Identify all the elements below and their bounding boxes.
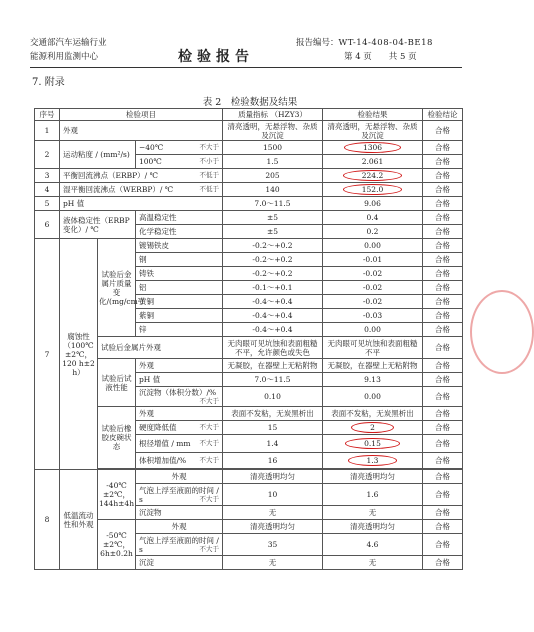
row-result: 224.2 (343, 170, 402, 181)
row-item: 低温流动性和外观 (60, 470, 98, 570)
table-caption: 表 2 检验数据及结果 (202, 97, 298, 108)
row-spec: 清亮透明，无悬浮物、杂质及沉淀 (223, 121, 323, 141)
row-spec: -0.4～+0.4 (223, 295, 323, 309)
row-item: 平衡回流沸点（ERBP）/ ℃ (63, 171, 158, 180)
row-limit: 不大于 (199, 423, 219, 431)
row-verdict: 合格 (423, 169, 463, 183)
official-seal-stamp (470, 290, 534, 374)
row-sub: 镀锡铁皮 (136, 239, 223, 253)
row-sub: 硬度降低值 (139, 423, 177, 432)
row-result: -0.02 (323, 267, 423, 281)
row-result: -0.01 (323, 253, 423, 267)
row-verdict: 合格 (423, 197, 463, 211)
row-spec: ±5 (223, 211, 323, 225)
row-verdict: 合格 (423, 225, 463, 239)
row-sub: 沉淀 (136, 556, 223, 570)
row-result: 0.15 (345, 438, 400, 449)
row-spec: 140 (223, 183, 323, 197)
row-sub: 沉淀物 (136, 506, 223, 520)
row-item: 液体稳定性（ERBP 变化）/ ℃ (60, 211, 136, 239)
row-sub: 化学稳定性 (136, 225, 223, 239)
col-header-no: 序号 (35, 109, 60, 121)
row-sub: pH 值 (136, 373, 223, 387)
row-verdict: 合格 (423, 407, 463, 421)
col-header-item: 检验项目 (60, 109, 223, 121)
row-group: -40℃±2℃，144h±4h (98, 470, 136, 520)
row-result: 1.3 (348, 455, 398, 466)
row-result: 0.2 (323, 225, 423, 239)
row-result: 无凝胶，在器壁上无粘附物 (323, 359, 423, 373)
row-verdict: 合格 (423, 435, 463, 453)
row-limit: 不大于 (199, 439, 219, 447)
row-result: 2.061 (323, 155, 423, 169)
row-result: 4.6 (323, 534, 423, 556)
row-verdict: 合格 (423, 387, 463, 407)
row-verdict: 合格 (423, 421, 463, 435)
row-verdict: 合格 (423, 183, 463, 197)
row-result: 0.4 (323, 211, 423, 225)
table-row (35, 121, 463, 141)
row-verdict: 合格 (423, 534, 463, 556)
row-sub: 铝 (136, 281, 223, 295)
row-verdict: 合格 (423, 484, 463, 506)
row-spec: -0.4～+0.4 (223, 309, 323, 323)
row-spec: 1.5 (223, 155, 323, 169)
row-sub: 根径增值 / mm (139, 439, 191, 448)
report-title: 检验报告 (178, 49, 254, 65)
row-sub: 锌 (136, 323, 223, 337)
row-spec: 10 (223, 484, 323, 506)
row-result: -0.03 (323, 309, 423, 323)
row-sub: 铸铁 (136, 267, 223, 281)
row-limit: 不大于 (199, 396, 219, 405)
table-row (35, 359, 463, 373)
row-verdict: 合格 (423, 267, 463, 281)
row-group: 试验后试液性能 (98, 359, 136, 407)
row-no: 6 (35, 211, 60, 239)
row-result: 0.00 (323, 387, 423, 407)
row-spec: 无 (223, 556, 323, 570)
table-row (35, 183, 463, 197)
row-verdict: 合格 (423, 253, 463, 267)
col-header-spec: 质量指标 （HZY3） (223, 109, 323, 121)
row-result: -0.02 (323, 281, 423, 295)
col-header-result: 检验结果 (323, 109, 423, 121)
row-group: 试验后橡胶皮碗状态 (98, 407, 136, 469)
table-row (35, 239, 463, 253)
row-no: 2 (35, 141, 60, 169)
table-row (35, 337, 463, 359)
row-spec: -0.2～+0.2 (223, 267, 323, 281)
table-row (35, 141, 463, 155)
row-result: 0.00 (323, 323, 423, 337)
row-spec: 清亮透明均匀 (223, 470, 323, 484)
row-item: 湿平衡回流沸点（WERBP）/ ℃ (63, 185, 174, 194)
row-verdict: 合格 (423, 309, 463, 323)
row-limit: 不低于 (199, 185, 219, 193)
row-spec: 清亮透明均匀 (223, 520, 323, 534)
row-result: 1.6 (323, 484, 423, 506)
row-no: 7 (35, 239, 60, 470)
row-result: 9.06 (323, 197, 423, 211)
row-verdict: 合格 (423, 337, 463, 359)
row-result: 表面不发粘，无炭黑析出 (323, 407, 423, 421)
header-divider (30, 67, 462, 68)
row-item: 外观 (60, 121, 223, 141)
row-result: 无 (323, 556, 423, 570)
table-header-row (35, 109, 463, 121)
table-row (35, 211, 463, 225)
table-row (35, 470, 463, 484)
row-sub: 试验后金属片外观 (98, 337, 223, 359)
table-row (35, 520, 463, 534)
row-verdict: 合格 (423, 281, 463, 295)
row-result: 2 (351, 422, 394, 433)
row-spec: 7.0～11.5 (223, 197, 323, 211)
row-verdict: 合格 (423, 373, 463, 387)
row-verdict: 合格 (423, 470, 463, 484)
section-title: 7. 附录 (32, 77, 65, 88)
row-result: 清亮透明均匀 (323, 470, 423, 484)
row-no: 5 (35, 197, 60, 211)
table-row (35, 169, 463, 183)
row-sub: 100℃ (139, 157, 162, 166)
row-spec: 表面不发粘，无炭黑析出 (223, 407, 323, 421)
row-sub: 气泡上浮至液面的时间 / s (139, 535, 219, 554)
row-spec: 16 (223, 453, 323, 469)
row-limit: 不大于 (199, 143, 219, 151)
row-sub: 气泡上浮至液面的时间 / s (139, 485, 219, 504)
row-limit: 不大于 (199, 456, 219, 464)
row-spec: 0.10 (223, 387, 323, 407)
row-result: 9.13 (323, 373, 423, 387)
row-spec: 35 (223, 534, 323, 556)
row-result: -0.02 (323, 295, 423, 309)
row-spec: -0.4～+0.4 (223, 323, 323, 337)
results-table (34, 108, 463, 570)
row-no: 4 (35, 183, 60, 197)
row-spec: 15 (223, 421, 323, 435)
row-sub: 沉淀物（体积分数）/% (139, 387, 217, 397)
row-spec: 205 (223, 169, 323, 183)
row-sub: 紫铜 (136, 309, 223, 323)
report-no-label: 报告编号： (296, 38, 339, 48)
row-verdict: 合格 (423, 453, 463, 469)
issuer-line1: 交通部汽车运输行业 (30, 38, 107, 48)
row-no: 1 (35, 121, 60, 141)
row-sub: 钢 (136, 253, 223, 267)
row-no: 3 (35, 169, 60, 183)
row-spec: 1500 (223, 141, 323, 155)
row-sub: 外观 (136, 470, 223, 484)
row-sub: −40℃ (139, 143, 164, 152)
row-spec: 无凝胶，在器壁上无粘附物 (223, 359, 323, 373)
row-spec: 1.4 (223, 435, 323, 453)
row-result: 无肉眼可见坑蚀和表面粗糙不平 (323, 337, 423, 359)
row-spec: ±5 (223, 225, 323, 239)
row-verdict: 合格 (423, 211, 463, 225)
row-group: 试验后金属片质量变化/(mg/cm²) (98, 239, 136, 337)
report-meta (296, 36, 433, 64)
row-sub: 高温稳定性 (136, 211, 223, 225)
row-limit: 不大于 (199, 544, 219, 553)
row-verdict: 合格 (423, 506, 463, 520)
row-verdict: 合格 (423, 239, 463, 253)
row-result: 1306 (344, 142, 401, 153)
row-no: 8 (35, 470, 60, 570)
row-item: pH 值 (60, 197, 223, 211)
row-spec: -0.2～+0.2 (223, 253, 323, 267)
row-result: 清亮透明均匀 (323, 520, 423, 534)
row-verdict: 合格 (423, 295, 463, 309)
row-item: 运动粘度 / (mm²/s) (60, 141, 136, 169)
row-verdict: 合格 (423, 155, 463, 169)
row-limit: 不大于 (199, 494, 219, 503)
row-verdict: 合格 (423, 323, 463, 337)
row-result: 152.0 (343, 184, 402, 195)
row-spec: 7.0～11.5 (223, 373, 323, 387)
row-result: 清亮透明，无悬浮物、杂质及沉淀 (323, 121, 423, 141)
row-verdict: 合格 (423, 520, 463, 534)
row-result: 无 (323, 506, 423, 520)
row-spec: -0.2～+0.2 (223, 239, 323, 253)
report-no: WT-14-408-04-BE18 (338, 38, 433, 48)
table-row (35, 197, 463, 211)
row-verdict: 合格 (423, 359, 463, 373)
page-info: 第 4 页 共 5 页 (344, 52, 417, 62)
table-row (35, 407, 463, 421)
row-limit: 不低于 (199, 171, 219, 179)
col-header-verdict: 检验结论 (423, 109, 463, 121)
row-group: -50℃±2℃，6h±0.2h (98, 520, 136, 570)
row-spec: 无肉眼可见坑蚀和表面粗糙不平，允许颜色或失色 (223, 337, 323, 359)
row-verdict: 合格 (423, 121, 463, 141)
row-sub: 外观 (136, 359, 223, 373)
row-result: 0.00 (323, 239, 423, 253)
row-sub: 外观 (136, 407, 223, 421)
issuer-name (30, 36, 107, 64)
row-spec: 无 (223, 506, 323, 520)
row-verdict: 合格 (423, 141, 463, 155)
row-sub: 体积增加值/% (139, 456, 187, 465)
issuer-line2: 能源利用监测中心 (30, 52, 99, 62)
row-spec: -0.1～+0.1 (223, 281, 323, 295)
row-sub: 黄铜 (136, 295, 223, 309)
row-verdict: 合格 (423, 556, 463, 570)
row-limit: 不小于 (199, 157, 219, 165)
row-item: 腐蚀性（100℃±2℃，120 h±2 h） (60, 239, 98, 470)
row-sub: 外观 (136, 520, 223, 534)
